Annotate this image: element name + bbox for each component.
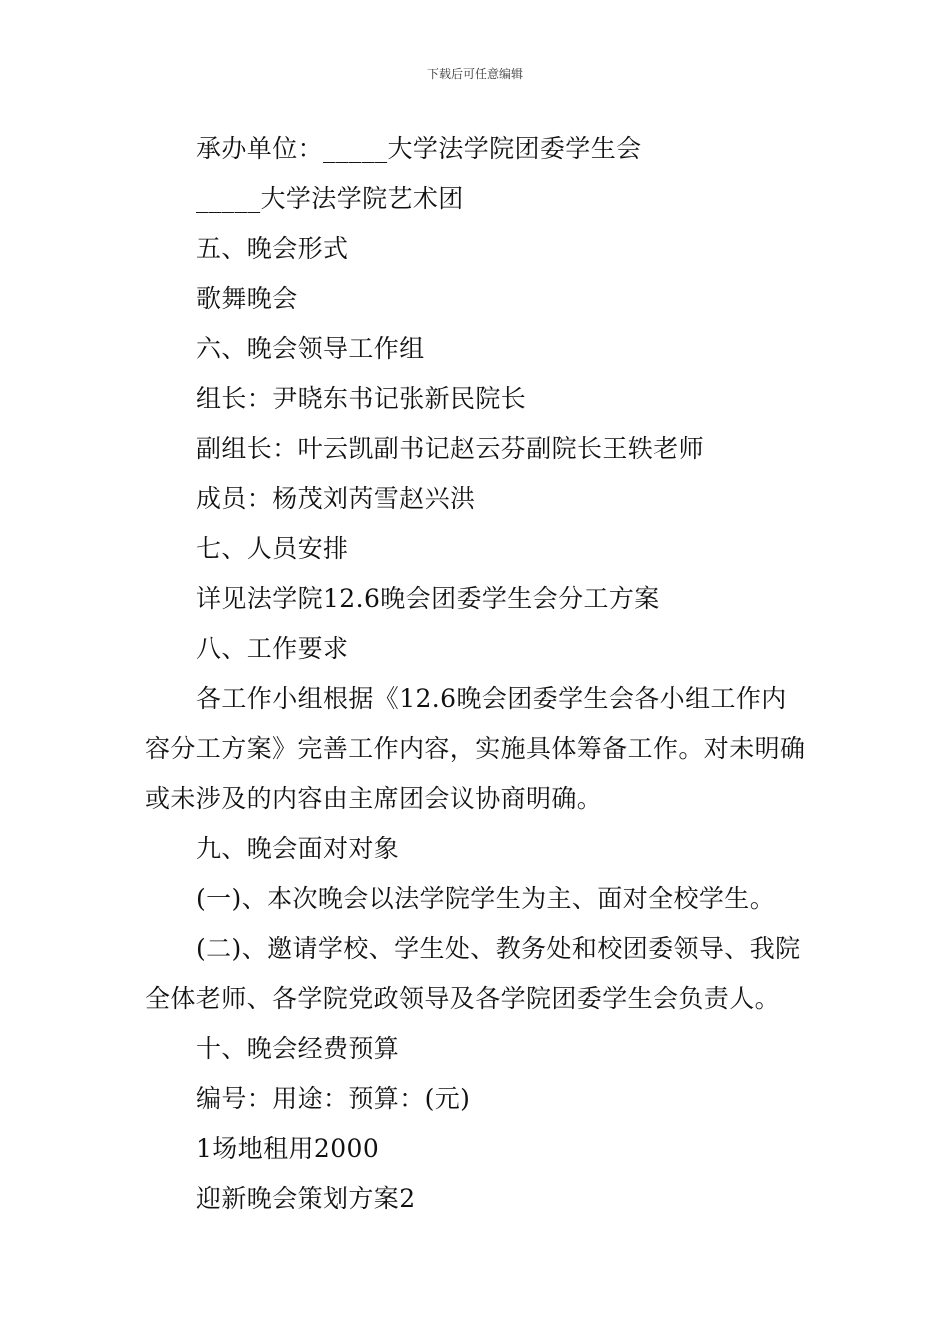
- paragraph-members: 成员：杨茂刘芮雪赵兴洪: [196, 484, 476, 513]
- page-header-note: 下载后可任意编辑: [426, 67, 523, 81]
- paragraph-plan-title-2: 迎新晚会策划方案2: [196, 1184, 416, 1213]
- document-body: [145, 124, 810, 1224]
- paragraph-audience-1: (一)、本次晚会以法学院学生为主、面对全校学生。: [196, 884, 776, 913]
- section-heading-staffing: 七、人员安排: [196, 534, 349, 563]
- section-heading-requirements: 八、工作要求: [196, 634, 349, 663]
- paragraph-deputy-leader: 副组长：叶云凯副书记赵云芬副院长王轶老师: [196, 434, 705, 463]
- paragraph-staffing: 详见法学院12.6晚会团委学生会分工方案: [196, 584, 660, 613]
- paragraph-requirements: 各工作小组根据《12.6晚会团委学生会各小组工作内容分工方案》完善工作内容，实施具体筹备工作。对未明确或未涉及的内容由主席团会议协商明确。: [145, 684, 806, 813]
- paragraph-audience-2: (二)、邀请学校、学生处、教务处和校团委领导、我院全体老师、各学院党政领导及各学院团委学生会负责人。: [145, 934, 801, 1013]
- paragraph-format: 歌舞晚会: [196, 284, 298, 313]
- section-heading-leadership: 六、晚会领导工作组: [196, 334, 425, 363]
- section-heading-format: 五、晚会形式: [196, 234, 349, 263]
- paragraph-budget-columns: 编号：用途：预算：(元): [196, 1084, 471, 1113]
- section-heading-budget: 十、晚会经费预算: [196, 1034, 400, 1063]
- paragraph-organizer: 承办单位：_____大学法学院团委学生会: [196, 134, 642, 163]
- paragraph-art-troupe: _____大学法学院艺术团: [196, 184, 464, 213]
- paragraph-budget-item-1: 1场地租用2000: [196, 1134, 380, 1163]
- paragraph-leader: 组长：尹晓东书记张新民院长: [196, 384, 527, 413]
- section-heading-audience: 九、晚会面对对象: [196, 834, 400, 863]
